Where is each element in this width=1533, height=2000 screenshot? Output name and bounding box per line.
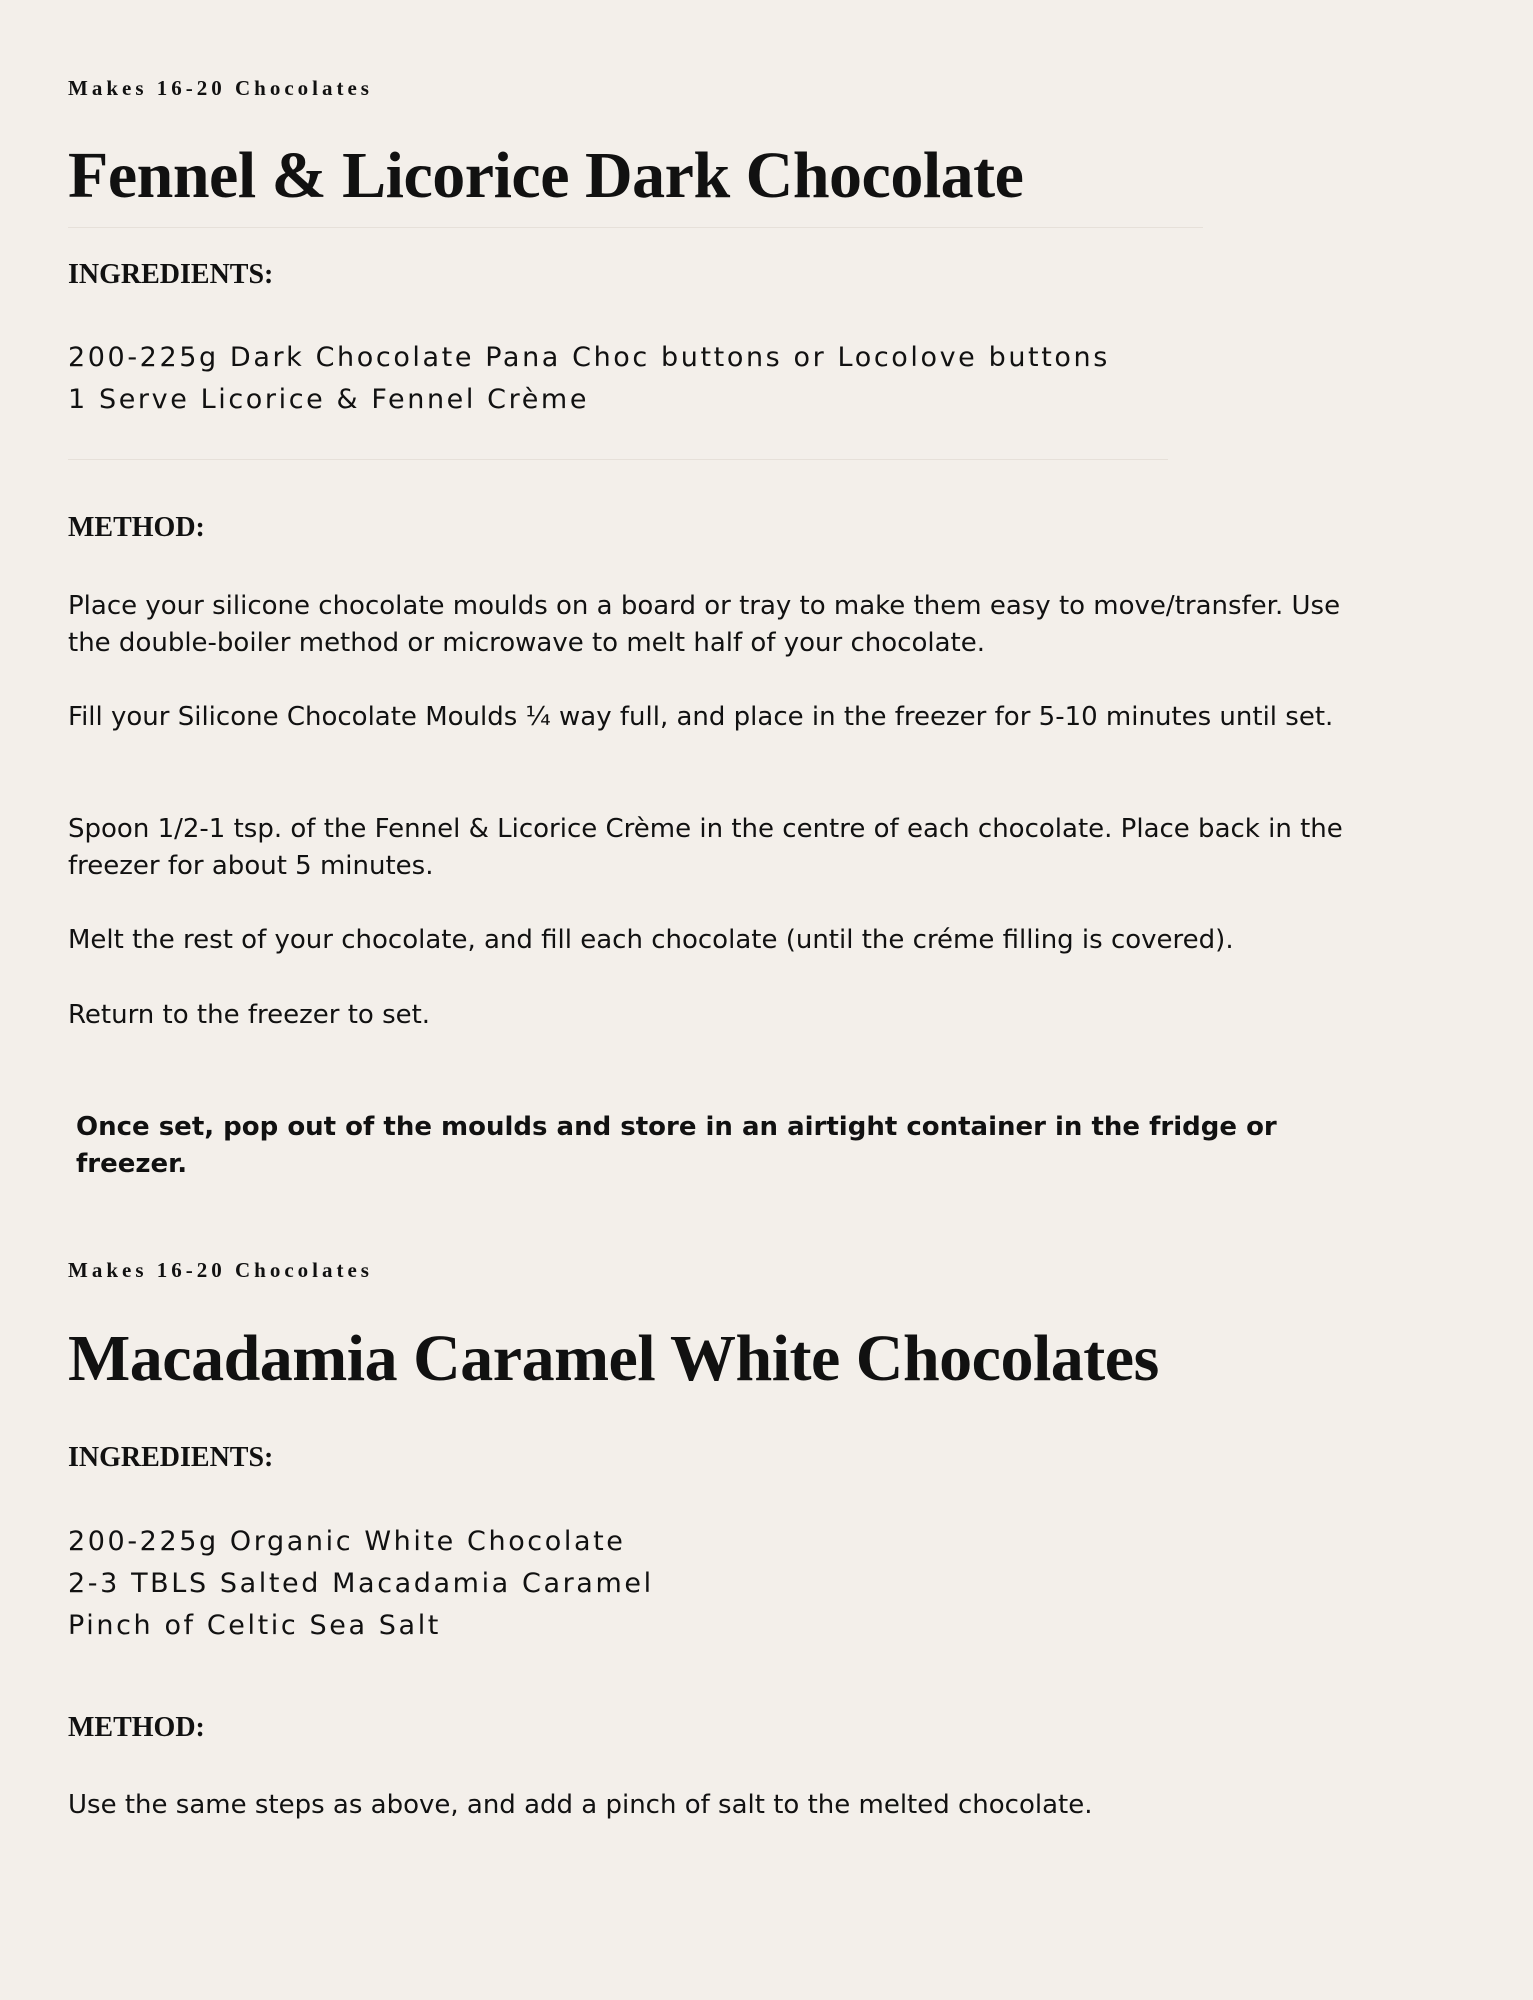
recipe-title: Fennel & Licorice Dark Chocolate (68, 139, 1024, 212)
yield-label: Makes 16-20 Chocolates (68, 76, 373, 100)
yield-label: Makes 16-20 Chocolates (68, 1258, 373, 1282)
method-step: Fill your Silicone Chocolate Moulds ¼ way full, and place in the freezer for 5-10 minutes until set. (68, 702, 1334, 732)
ingredients-heading: INGREDIENTS: (68, 259, 274, 290)
storage-note: Once set, pop out of the moulds and store in an airtight container in the fridge or freezer. (76, 1112, 1277, 1179)
ingredient-item: 1 Serve Licorice & Fennel Crème (68, 384, 590, 415)
ingredients-list (68, 337, 1110, 421)
recipe-title: Macadamia Caramel White Chocolates (68, 1322, 1159, 1395)
method-step: Use the same steps as above, and add a pinch of salt to the melted chocolate. (68, 1790, 1093, 1820)
section-divider (68, 459, 1168, 460)
ingredient-item: 2-3 TBLS Salted Macadamia Caramel (68, 1568, 654, 1599)
ingredient-item: Pinch of Celtic Sea Salt (68, 1610, 441, 1641)
ingredient-item: 200-225g Dark Chocolate Pana Choc buttons or Locolove buttons (68, 342, 1110, 373)
ingredients-heading: INGREDIENTS: (68, 1442, 274, 1473)
method-step: Place your silicone chocolate moulds on a board or tray to make them easy to move/transfer. Use the double-boiler method or microwave to melt half of your chocolate. (68, 591, 1341, 658)
ingredients-list (68, 1521, 654, 1647)
method-heading: METHOD: (68, 512, 205, 543)
ingredient-item: 200-225g Organic White Chocolate (68, 1526, 626, 1557)
method-step: Return to the freezer to set. (68, 1000, 431, 1030)
method-step: Spoon 1/2-1 tsp. of the Fennel & Licorice Crème in the centre of each chocolate. Place back in the freezer for about 5 minutes. (68, 814, 1343, 881)
title-divider (68, 227, 1203, 228)
method-step: Melt the rest of your chocolate, and fill each chocolate (until the créme filling is covered). (68, 925, 1234, 955)
method-heading: METHOD: (68, 1712, 205, 1743)
